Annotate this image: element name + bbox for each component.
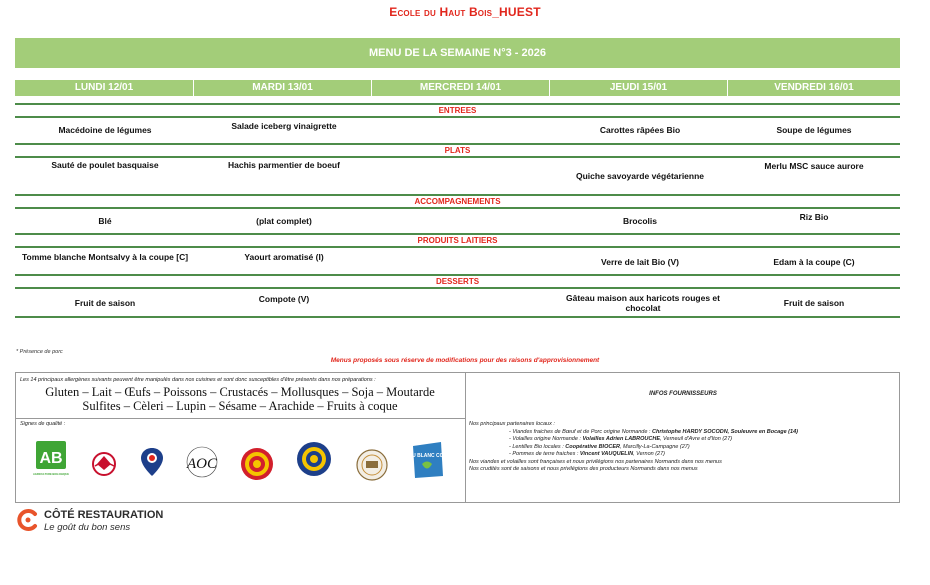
supplier-line xyxy=(469,436,899,444)
supplier-name: Volailles Adrien LABROUCHE xyxy=(582,436,660,442)
day-header-friday: VENDREDI 16/01 xyxy=(728,80,900,96)
divider xyxy=(15,287,900,289)
aoc-logo xyxy=(182,440,222,480)
menu-item-friday-entree: Soupe de légumes xyxy=(776,125,852,135)
menu-item-monday-entree: Macédoine de légumes xyxy=(58,125,152,135)
ab-bio-logo xyxy=(33,440,73,480)
supplier-location: , Vernon (27) xyxy=(633,451,665,457)
supplier-label: - Pommes de terre fraiches : xyxy=(509,451,580,457)
quality-label: Signes de qualité : xyxy=(20,421,66,427)
menu-item-thursday-plat: Quiche savoyarde végétarienne xyxy=(575,171,705,181)
menu-item-tuesday-laitier: Yaourt aromatisé (I) xyxy=(244,252,324,262)
day-header-wednesday: MERCREDI 14/01 xyxy=(372,80,549,96)
cote-restauration-logo-icon xyxy=(16,508,40,537)
bleu-blanc-coeur-logo xyxy=(402,440,452,480)
section-entrees: ENTREES xyxy=(438,106,477,115)
reserve-note: Menus proposés sous réserve de modifications pour des raisons d'approvisionnement xyxy=(330,357,600,364)
allergen-intro: Les 14 principaux allergènes suivants peuvent être manipulés dans nos cuisines et sont donc susceptibles d'être présents dans nos préparations : xyxy=(20,377,376,383)
section-desserts: DESSERTS xyxy=(435,277,480,286)
menu-item-monday-accompagnement: Blé xyxy=(98,216,112,226)
day-header-tuesday: MARDI 13/01 xyxy=(194,80,371,96)
menu-item-thursday-dessert: Gâteau maison aux haricots rouges et chocolat xyxy=(566,293,720,313)
menu-item-monday-dessert: Fruit de saison xyxy=(74,298,136,308)
ab-logo-caption: AGRICULTURE BIOLOGIQUE xyxy=(33,473,69,476)
day-header-monday: LUNDI 12/01 xyxy=(15,80,193,96)
divider xyxy=(15,207,900,209)
label-rouge-logo xyxy=(87,440,127,480)
menu-item-tuesday-plat: Hachis parmentier de boeuf xyxy=(228,160,340,170)
section-plats: PLATS xyxy=(444,146,471,155)
suppliers-info xyxy=(469,421,899,474)
section-accompagnements: ACCOMPAGNEMENTS xyxy=(414,197,501,206)
divider xyxy=(15,156,900,158)
igp-logo xyxy=(295,440,335,480)
menu-item-friday-laitier: Edam à la coupe (C) xyxy=(773,257,855,267)
supplier-label: - Volailles origine Normande : xyxy=(509,436,583,442)
day-header-thursday: JEUDI 15/01 xyxy=(550,80,727,96)
divider xyxy=(15,274,900,276)
bbc-logo-text: BLEU BLANC CŒUR xyxy=(402,453,452,459)
supplier-line xyxy=(469,451,899,459)
divider xyxy=(15,143,900,145)
supplier-label: - Lentilles Bio locales : xyxy=(509,443,566,450)
menu-item-friday-accompagnement: Riz Bio xyxy=(799,212,829,222)
allergen-line-1: Gluten – Lait – Œufs – Poissons – Crustacés – Mollusques – Soja – Moutarde xyxy=(45,385,435,399)
supplier-line xyxy=(469,444,899,452)
menu-item-monday-plat: Sauté de poulet basquaise xyxy=(51,160,159,170)
suppliers-footer-1: Nos viandes et volailles sont françaises et nous privilégions nos partenaires Normands dans nos menus xyxy=(469,458,722,465)
location-pin-icon xyxy=(137,440,177,480)
brand-tagline: Le goût du bon sens xyxy=(44,522,131,533)
menu-item-tuesday-accompagnement: (plat complet) xyxy=(256,216,312,226)
menu-item-friday-dessert: Fruit de saison xyxy=(783,298,845,308)
allergen-line-2: Sulfites – Cèleri – Lupin – Sésame – Arachide – Fruits à coque xyxy=(82,399,398,413)
menu-item-thursday-accompagnement: Brocolis xyxy=(622,216,657,226)
menu-item-monday-laitier: Tomme blanche Montsalvy à la coupe [C] xyxy=(21,252,189,262)
week-banner: MENU DE LA SEMAINE N°3 - 2026 xyxy=(15,38,900,68)
supplier-name: Coopérative BIOCER xyxy=(565,443,620,450)
menu-item-tuesday-entree: Salade iceberg vinaigrette xyxy=(231,121,337,131)
suppliers-intro: Nos principaux partenaires locaux : xyxy=(469,421,555,427)
supplier-location: , Verneuil d'Avre et d'Iton (27) xyxy=(660,436,733,442)
section-produits-laitiers: PRODUITS LAITIERS xyxy=(417,236,498,245)
menu-item-thursday-entree: Carottes râpées Bio xyxy=(599,125,681,135)
aop-logo xyxy=(238,440,278,480)
brand-name: CÔTÉ RESTAURATION xyxy=(44,509,164,521)
supplier-location: , Marcilly-La-Campagne (27) xyxy=(619,443,690,450)
divider xyxy=(15,116,900,118)
supplier-name: Christophe HARDY SOCODN, Souleuvre en Bocage (14) xyxy=(651,428,798,435)
menu-item-thursday-laitier: Verre de lait Bio (V) xyxy=(601,257,679,267)
ab-logo-text: AB xyxy=(39,450,63,467)
infos-fournisseurs-title: INFOS FOURNISSEURS xyxy=(649,391,717,397)
divider xyxy=(15,103,900,105)
allergen-list xyxy=(20,385,460,413)
aoc-logo-text: AOC xyxy=(187,456,217,472)
porc-note: * Présence de porc xyxy=(16,349,63,355)
suppliers-footer-2: Nos crudités sont de saisons et nous privilégions des producteurs Normands dans nos menus xyxy=(469,466,698,472)
stg-logo xyxy=(353,440,393,480)
menu-item-friday-plat: Merlu MSC sauce aurore xyxy=(764,161,864,171)
menu-item-tuesday-dessert: Compote (V) xyxy=(258,294,310,304)
supplier-label: - Viandes fraiches de Bœuf et de Porc origine Normande : xyxy=(509,428,652,435)
supplier-line xyxy=(469,429,899,437)
divider xyxy=(15,194,900,196)
supplier-name: Vincent VAUQUELIN xyxy=(579,451,634,457)
divider xyxy=(15,246,900,248)
divider xyxy=(15,316,900,318)
school-title: Ecole du Haut Bois_HUEST xyxy=(389,5,541,19)
divider xyxy=(15,418,465,419)
divider xyxy=(15,233,900,235)
